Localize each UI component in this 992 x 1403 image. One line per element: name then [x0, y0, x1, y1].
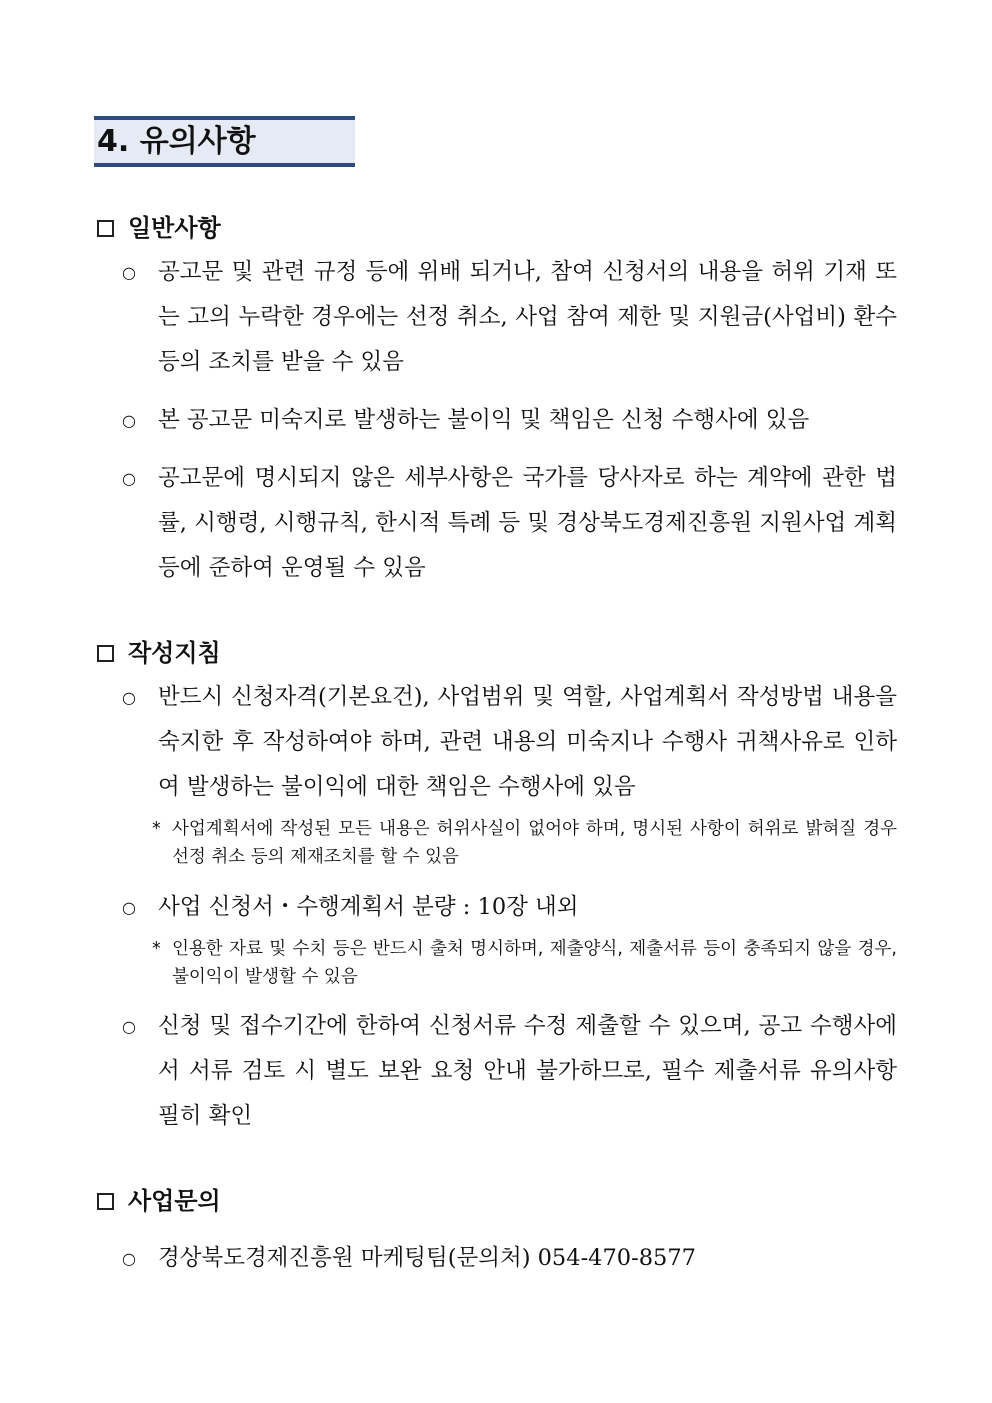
- list-item: [122, 398, 897, 443]
- circle-bullet-icon: ○: [122, 1249, 136, 1268]
- asterisk-icon: *: [152, 939, 161, 959]
- circle-bullet-icon: ○: [122, 1017, 136, 1036]
- section-title-general: [97, 213, 221, 243]
- list-item-text: 본 공고문 미숙지로 발생하는 불이익 및 책임은 신청 수행사에 있음: [158, 407, 810, 433]
- note-text: 사업계획서에 작성된 모든 내용은 허위사실이 없어야 하며, 명시된 사항이 허위로 밝혀질 경우 선정 취소 등의 제재조치를 할 수 있음: [172, 819, 897, 867]
- list-item: [122, 675, 897, 810]
- circle-bullet-icon: ○: [122, 411, 136, 430]
- circle-bullet-icon: ○: [122, 898, 136, 917]
- circle-bullet-icon: ○: [122, 688, 136, 707]
- list-item: [122, 1236, 897, 1281]
- note-text: 인용한 자료 및 수치 등은 반드시 출처 명시하며, 제출양식, 제출서류 등이 충족되지 않을 경우, 불이익이 발생할 수 있음: [172, 939, 897, 987]
- section-title-inquiry-label: 사업문의: [128, 1187, 221, 1215]
- note-item: [152, 815, 897, 871]
- checkbox-square-icon: [97, 645, 114, 662]
- section-title-writing: [97, 638, 221, 668]
- checkbox-square-icon: [97, 220, 114, 237]
- circle-bullet-icon: ○: [122, 469, 136, 488]
- page-heading: 4. 유의사항: [94, 116, 355, 167]
- list-item-text: 신청 및 접수기간에 한하여 신청서류 수정 제출할 수 있으며, 공고 수행사에서 서류 검토 시 별도 보완 요청 안내 불가하므로, 필수 제출서류 유의사항 필히 확인: [158, 1013, 897, 1129]
- section-title-general-label: 일반사항: [128, 214, 221, 242]
- list-item-text: 공고문 및 관련 규정 등에 위배 되거나, 참여 신청서의 내용을 허위 기재 또는 고의 누락한 경우에는 선정 취소, 사업 참여 제한 및 지원금(사업비) 환수 등의 조치를 받을 수 있음: [158, 259, 897, 375]
- list-item: [122, 456, 897, 591]
- list-item-text: 공고문에 명시되지 않은 세부사항은 국가를 당사자로 하는 계약에 관한 법률, 시행령, 시행규칙, 한시적 특례 등 및 경상북도경제진흥원 지원사업 계획 등에 준하여 운영될 수 있음: [158, 465, 897, 581]
- asterisk-icon: *: [152, 819, 161, 839]
- circle-bullet-icon: ○: [122, 263, 136, 282]
- list-item: [122, 250, 897, 385]
- note-item: [152, 935, 897, 991]
- list-item: [122, 885, 897, 930]
- list-item-text: 반드시 신청자격(기본요건), 사업범위 및 역할, 사업계획서 작성방법 내용을 숙지한 후 작성하여야 하며, 관련 내용의 미숙지나 수행사 귀책사유로 인하여 발생하는 불이익에 대한 책임은 수행사에 있음: [158, 684, 897, 800]
- list-item: [122, 1004, 897, 1139]
- checkbox-square-icon: [97, 1193, 114, 1210]
- list-item-text: 사업 신청서・수행계획서 분량 : 10장 내외: [158, 894, 579, 920]
- contact-text: 경상북도경제진흥원 마케팅팀(문의처) 054-470-8577: [158, 1245, 696, 1271]
- section-title-inquiry: [97, 1186, 221, 1216]
- section-title-writing-label: 작성지침: [128, 639, 221, 667]
